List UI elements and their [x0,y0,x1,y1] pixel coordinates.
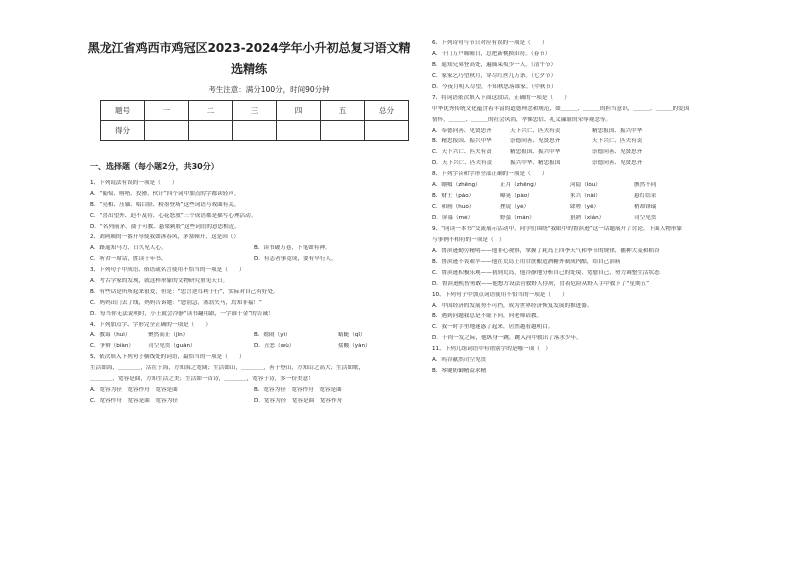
question-line: C．家家乞巧望秋月，穿尽红丝几万条。（七夕节） [432,72,557,79]
question-line: C．妈妈出门去了线，妈妈告诉她：“您别急，塞翁失马，焉知非福！” [90,299,262,306]
option-text: 精忠报国、振兴中华 [510,149,561,156]
question-line: A．中国经济的发展势不可挡，成为世界经济恢复发展的推进器。 [432,302,593,309]
question-line: B．琴键防御精益求精 [432,368,487,375]
option-text: C．天下兴亡、匹夫有责 [432,149,492,156]
table-cell: 二 [189,101,233,121]
option-row [428,128,768,139]
question-line: B．鲁滨逊不畏艰辛——他在荒岛上用甘蔗酿造酒糖外制成内酷，给自己治病 [432,258,621,265]
question-line: A．考古学家的发现，就这样形象的文物研究重见天日。 [90,278,229,285]
option-text: 悬灯结采 [634,193,657,200]
option-text: 崇德向善、见贤思齐 [592,160,643,167]
left-column [80,0,418,409]
right-column [428,0,768,379]
option-row [428,204,768,215]
exam-note: 考生注意：满分100分，时间90分钟 [208,85,330,94]
score-input-cell[interactable] [189,121,233,141]
option-text: 司空见贯（guàn） [148,343,196,350]
option-text: A．路遥知马力，日久见人心。 [90,245,167,252]
left-question-list [80,180,418,409]
table-cell: 五 [321,101,365,121]
question-line: 2、刘阿姨的一番开导使我如沐春风，茅塞顿开，这是因（） [90,234,239,241]
question-line: D．“名列前茅、孺子可教、悬梁刺股”这些词语的意思相近。 [90,223,240,230]
table-cell: 四 [277,101,321,121]
score-table-score-row [101,121,409,141]
question-line: D．鲁滨逊机智勇敢——他想方设法营救野人俘虏，冒着危险从野人手中救下了“星期五” [432,280,650,287]
question-line: 与事例不相符的一项是（ ） [432,236,505,243]
option-text: 野蛮（mán） [500,215,535,221]
score-input-cell[interactable] [277,121,321,141]
title-line-1: 黑龙江省鸡西市鸡冠区2023-2024学年小升初总复习语文精 [87,41,411,55]
question-line: A．千门万户曈曈日，总把新桃换旧符。（春节） [432,50,551,57]
option-row [80,256,418,267]
option-text: 天下兴亡、匹夫有责 [510,127,561,134]
option-row [80,245,418,256]
option-text: B．嬉闹（yì） [254,332,291,339]
option-text: C．争辩（biàn） [90,343,134,350]
right-question-list [428,40,768,379]
page-title [80,38,418,80]
question-line: 1、下列说法有误的一项是（ ） [90,180,178,186]
score-table [100,100,409,141]
option-text: B．读书破万卷，下笔如有神。 [254,245,331,252]
title-line-2: 选精练 [231,62,267,76]
question-line: D．每当你无法说明时，小王就会冷静“读书翻用跟，一字谁千金”的告诫！ [90,310,274,317]
option-text: B．财士（páo） [432,193,475,200]
table-cell: 得分 [101,121,145,141]
question-line: C．鲁滨逊积极乐观——初到荒岛，他冷静地分析自己的处境，宽慰自己，努力调整生活状态 [432,269,660,276]
section-heading: 一、选择题（每小题2分，共30分） [90,162,219,171]
question-line: A．“葡萄、喀嗒、狡猾、伙计”四个词中加点的字都读轻声。 [90,190,240,197]
option-text: 菏隐（lòu） [570,182,601,189]
option-text: 蜻蜓（qǐ） [338,332,366,339]
question-line: B．遇到问题我总是不耻下问，向老师请教。 [432,313,543,320]
question-line: 8、下列字音和字形全部正确的一项是（ ） [432,171,548,178]
question-line: 3、下列句子中成语、俗语或名言使用不恰当的一项是（ ） [90,267,245,274]
question-line: 5、依次填入下列句子横线处的词语，最恰当的一项是（ ） [90,354,245,361]
option-text: 挫说（yè） [500,204,530,211]
question-line: D．今夜月明人尽望，不知秋思落谁家。（中秋节） [432,83,557,90]
option-text: A．教诲（huì） [90,332,131,339]
option-text: 崇德向善、见贤思齐 [592,149,643,156]
option-text: C．宽容作舟 宽容是曲 宽容为径 [90,397,178,404]
question-line: 生活如海，＿＿＿＿，活在于海，方知海之宽阔；生活如山，＿＿＿＿，善于登山，方知山之高大；生活如歌， [90,365,365,372]
table-cell: 题号 [101,101,145,121]
question-line: D．千钧一发之际，他纵身一跳，跳入河中救出了落水少年。 [432,335,582,342]
question-line: ＿＿＿＿，宽容是曲，方知生活之美；生活如一首诗，＿＿＿＿，宽容于诗，多一份美意！ [90,376,314,383]
option-text: 聚然而止（jǐn） [148,332,189,339]
score-input-cell[interactable] [145,121,189,141]
option-text: 骸然不同 [634,182,657,189]
option-row [428,138,768,149]
option-row [80,398,418,409]
option-text: 肆嗟（yě） [570,204,600,211]
option-text: 精忠报国、振兴中华 [592,127,643,134]
question-line: 4、下列加点字、字形完全正确的一项是（ ） [90,321,212,328]
question-line: 6、下列诗句与节日对应有误的一项是（ ） [432,40,548,46]
question-line: C．我一时手里地迷惑了起来，居然越看越明白。 [432,324,554,331]
score-input-cell[interactable] [321,121,365,141]
option-text: 振兴中华、精忠报国 [510,160,561,167]
option-text: C．和画（huò） [432,204,475,211]
score-input-cell[interactable] [233,121,277,141]
option-text: D．屏幕（mé） [432,215,474,221]
question-line: B．有些话是所所起来很爱，但是：“忠言逆耳利于行”，实际对自己有好处。 [90,288,279,295]
option-text: D．宽容为径 宽容是曲 宽容作舟 [254,397,343,404]
option-row [428,182,768,193]
option-row [428,149,768,160]
option-text: C．听君一席话，胜读十年书。 [90,256,167,263]
table-cell: 总分 [365,101,409,121]
option-text: D．天下兴亡、匹夫有责 [432,160,493,167]
option-text: B．宽容为径 宽容作舟 宽容是曲 [254,386,342,393]
question-line: 10、下列句子中加点词语使用不恰当的一项是（ ） [432,291,568,298]
question-line: A．呜谷献然司空见贯 [432,357,487,364]
question-line: 11、下列几组词语中有错别字的是哪一项（ ） [432,346,551,353]
option-row [80,332,418,343]
option-text: A．奉德向善、见贤思齐 [432,127,492,134]
option-text: 司空见贯 [634,215,657,221]
question-line: 情怀，＿＿＿、＿＿＿的社会风尚，孝悌忠信、礼义廉耻的荣辱观念等。 [432,116,612,123]
question-line: 7、将词语依次填入下面这段话，正确的一项是（ ） [432,94,570,101]
option-text: A．绷飨（zhēng） [432,182,481,189]
option-text: 朱兴（nài） [570,193,601,200]
question-line: B．遥知兄弟登高处，遍插茱萸少一人。（清午节） [432,61,557,68]
option-text: 正月（zhēng） [500,182,540,189]
table-cell: 一 [145,101,189,121]
option-text: D．有志者事竟成，要有早行人。 [254,256,337,263]
option-row [428,160,768,171]
option-text: A．宽容为径 宽容作舟 宽容是曲 [90,386,178,393]
question-line: 中华优秀传统文化蕴含着丰富的道德理念和规范，如＿＿＿、＿＿＿的担当意识，＿＿＿、＿＿＿的爱国 [432,105,690,112]
option-text: 天下兴亡、匹夫有责 [592,138,643,145]
option-text: D．丑恶（wù） [254,343,295,350]
option-text: 猖熟（xián） [570,215,605,221]
option-row [428,193,768,204]
question-line: C．“喜出望外、迫不及待、心花怒放”三个成语都是描写心理活动。 [90,212,257,219]
question-line: A．鲁滨逊勤劳精明——他非心观察，掌握了耗岛上四季天气和季节的规律，播种大麦和稻谷 [432,247,660,254]
score-table-header-row [101,101,409,121]
table-cell: 三 [233,101,277,121]
option-row [428,215,768,226]
option-text: 稍却锋瑞 [634,204,657,211]
option-text: 曝晃（pào） [500,193,533,200]
question-line: 9、“同读一本书”交流展示活动中，同学们围绕“我眼中的鲁滨逊”这一话题展开了讨论。下面人物形象 [432,225,683,232]
score-input-cell[interactable] [365,121,409,141]
option-text: 崇德向善、见贤思齐 [510,138,561,145]
question-line: B．“亮相、压轴、唱白脸、粉墨登场”这些词语与戏曲有关。 [90,201,240,208]
option-row [80,343,418,354]
option-text: 盐酸（yàn） [338,343,371,350]
option-row [80,387,418,398]
option-text: B．精忠报国、振兴中华 [432,138,492,145]
